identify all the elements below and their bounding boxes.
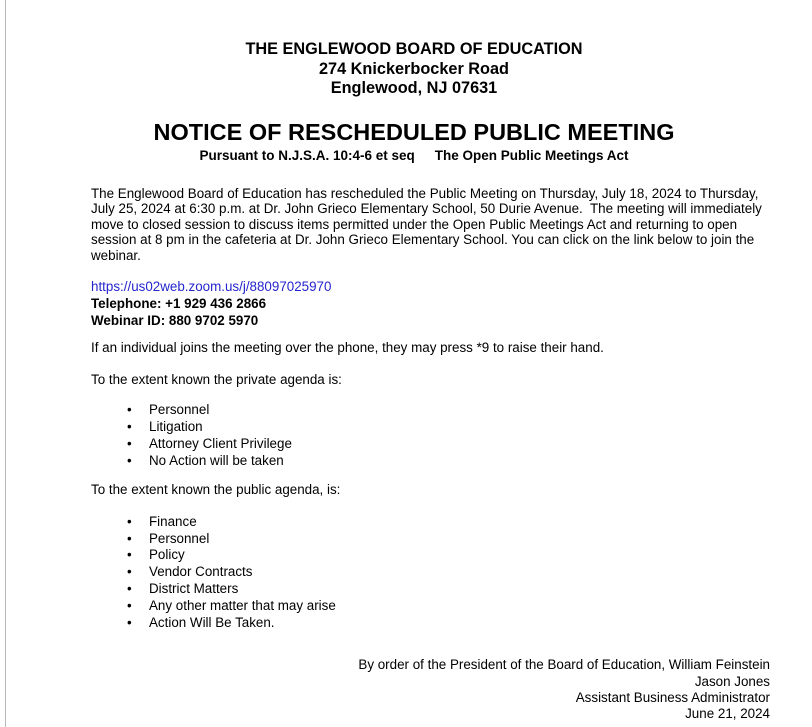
list-item <box>127 547 770 564</box>
bullet-icon: • <box>127 435 132 451</box>
zoom-link-row <box>91 278 770 295</box>
list-item-label: Vendor Contracts <box>149 564 253 580</box>
public-agenda-intro: To the extent known the public agenda, is: <box>91 482 341 498</box>
org-name: THE ENGLEWOOD BOARD OF EDUCATION <box>245 40 583 58</box>
notice-title: NOTICE OF RESCHEDULED PUBLIC MEETING <box>153 118 675 145</box>
bullet-icon: • <box>127 418 132 434</box>
act-name: The Open Public Meetings Act <box>434 147 629 163</box>
bullet-icon: • <box>127 513 132 529</box>
bullet-icon: • <box>127 597 132 613</box>
list-item <box>127 419 770 436</box>
zoom-webinar-link[interactable]: https://us02web.zoom.us/j/88097025970 <box>91 279 332 294</box>
org-address-line2: Englewood, NJ 07631 <box>330 79 498 97</box>
letterhead <box>75 40 754 99</box>
page-edge-divider <box>5 0 6 727</box>
public-agenda-list <box>91 514 770 632</box>
telephone-line: Telephone: +1 929 436 2866 <box>91 296 267 312</box>
bullet-icon: • <box>127 580 132 596</box>
signature-name: Jason Jones <box>694 673 770 689</box>
signature-authority-line: By order of the President of the Board of Education, William Feinstein <box>358 657 770 673</box>
list-item <box>127 453 770 470</box>
list-item <box>127 531 770 548</box>
list-item <box>127 514 770 531</box>
webinar-id-line: Webinar ID: 880 9702 5970 <box>91 313 259 329</box>
list-item-label: Finance <box>149 513 197 529</box>
bullet-icon: • <box>127 547 132 563</box>
list-item-label: Any other matter that may arise <box>149 597 336 613</box>
list-item-label: Personnel <box>149 530 210 546</box>
list-item <box>127 581 770 598</box>
bullet-icon: • <box>127 564 132 580</box>
list-item <box>127 436 770 453</box>
signature-date: June 21, 2024 <box>685 706 770 722</box>
signature-title: Assistant Business Administrator <box>575 689 770 705</box>
phone-instruction: If an individual joins the meeting over the phone, they may press *9 to raise their hand. <box>91 339 604 355</box>
webinar-contact-block <box>91 278 770 330</box>
list-item <box>127 402 770 419</box>
list-item-label: Action Will Be Taken. <box>149 614 275 630</box>
meeting-reschedule-paragraph: The Englewood Board of Education has rescheduled the Public Meeting on Thursday, July 18, 2024 to Thursday, July 25, 2024 at 6:30 p.m. at Dr. John Grieco Elementary School, 50 Durie Avenue. The meeting will immediately move to closed session to discuss items permitted under the Open Public Meetings Act and returning to open session at 8 pm in the cafeteria at Dr. John Grieco Elementary School. You can click on the link below to join the webinar. <box>91 185 766 263</box>
private-agenda-list <box>91 402 770 469</box>
bullet-icon: • <box>127 402 132 418</box>
private-agenda-intro: To the extent known the private agenda is: <box>91 372 342 388</box>
list-item <box>127 615 770 632</box>
list-item-label: District Matters <box>149 580 239 596</box>
bullet-icon: • <box>127 614 132 630</box>
list-item <box>127 564 770 581</box>
org-address-line1: 274 Knickerbocker Road <box>318 59 510 78</box>
list-item <box>127 598 770 615</box>
list-item-label: Attorney Client Privilege <box>149 435 292 451</box>
notice-subtitle <box>75 148 754 163</box>
list-item-label: Policy <box>149 547 185 563</box>
signature-block <box>91 657 770 722</box>
list-item-label: Litigation <box>149 418 203 434</box>
bullet-icon: • <box>127 530 132 546</box>
statute-reference: Pursuant to N.J.S.A. 10:4-6 et seq <box>199 147 415 163</box>
bullet-icon: • <box>127 452 132 468</box>
list-item-label: Personnel <box>149 402 210 418</box>
list-item-label: No Action will be taken <box>149 452 284 468</box>
